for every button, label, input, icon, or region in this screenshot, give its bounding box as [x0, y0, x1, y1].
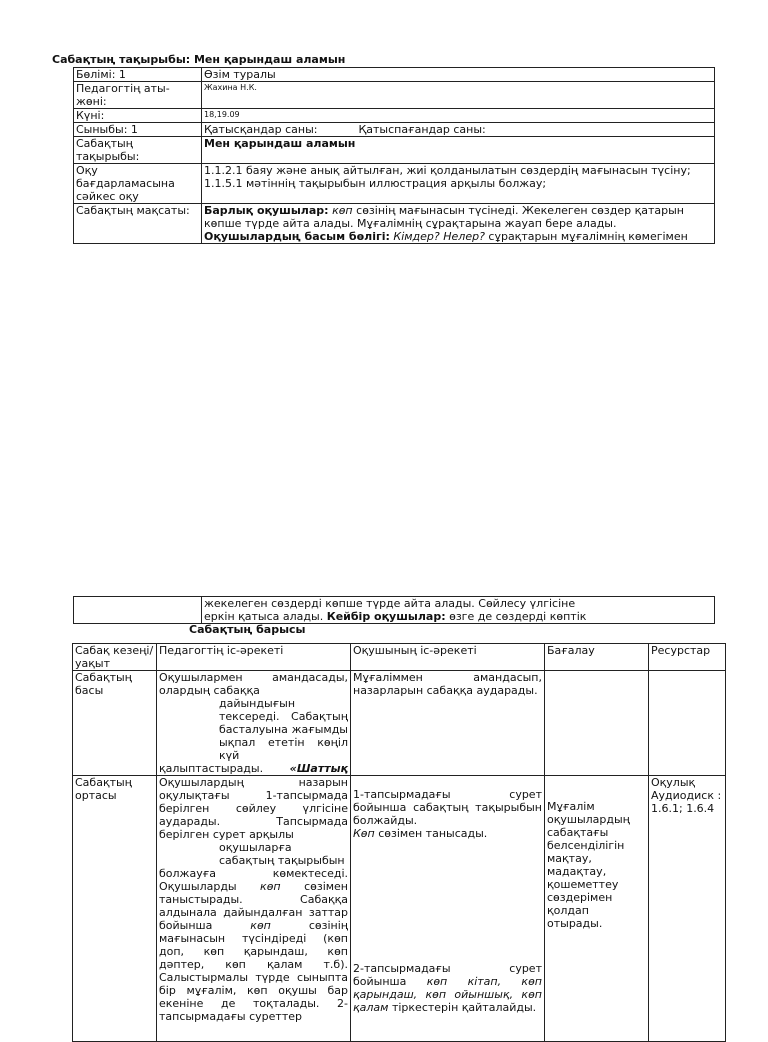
teacher-text: 2-тапсырмадағы суреттер [159, 997, 348, 1023]
assessment-cell [545, 671, 649, 776]
teacher-text: дайындығын тексереді. Сабақтың басталуына жағымды ықпал ететін көңіл күй [219, 697, 348, 762]
empty-cell [74, 597, 202, 624]
topic-value: Мен қарындаш аламын [202, 137, 715, 164]
continuation-text: еркін қатыса алады. [204, 610, 324, 623]
header-student: Оқушының іс-әрекеті [351, 644, 545, 671]
progress-title: Сабақтың барысы [189, 623, 306, 636]
table-row [74, 109, 715, 123]
resources-cell: Оқулық Аудиодиск : 1.6.1; 1.6.4 [649, 776, 726, 1042]
date-label: Күні: [74, 109, 202, 123]
header-assessment: Бағалау [545, 644, 649, 671]
student-text: 2-тапсырмадағы сурет бойынша [353, 962, 542, 988]
absent-count-label: Қатыспағандар саны: [358, 123, 486, 136]
table-row [73, 776, 726, 1042]
teacher-text: сөзінің мағынасын түсіндіреді (көп доп, көп қарындаш, көп дәптер, көп қалам т.б). Салыстырмалы түрде сыныпта бір мұғалім, көп оқушы бар екеніне де тоқталады. [159, 919, 349, 1010]
student-activity-cell: Мұғаліммен амандасып, назарларын сабаққа аударады. [351, 671, 545, 776]
most-students-keyword: Кімдер? Нелер? [393, 230, 485, 243]
teacher-activity-cell [157, 671, 351, 776]
teacher-text: 1-тапсырмада берілген сөйлеу үлгісіне аударады. Тапсырмада берілген сурет арқылы [159, 789, 348, 841]
teacher-text: Оқушылардың назарын оқулықтағы [159, 776, 348, 802]
student-text: тіркестерін қайталайды. [391, 1001, 537, 1014]
continuation-line: жекелеген сөздерді көпше түрде айта алады. Сөйлесу үлгісіне [204, 597, 576, 610]
some-students-label: Кейбір оқушылар: [326, 610, 446, 623]
all-students-keyword: көп [332, 204, 353, 217]
table-row [74, 68, 715, 82]
teacher-keyword: көп [250, 919, 271, 932]
stage-cell: Сабақтың ортасы [73, 776, 157, 1042]
student-text: 1-тапсырмадағы сурет бойынша сабақтың тақырыбын болжайды. [353, 788, 542, 827]
teacher-value: Жахина Н.К. [202, 82, 715, 109]
most-students-label: Оқушылардың басым бөлігі: [204, 230, 390, 243]
curriculum-value: 1.1.2.1 баяу және анық айтылған, жиі қолданылатын сөздердің мағынасын түсіну; 1.1.5.1 мәтіннің тақырыбын иллюстрация арқылы болжау; [202, 164, 715, 204]
topic-label: Сабақтың тақырыбы: [74, 137, 202, 164]
assessment-cell [545, 776, 649, 1042]
table-row [73, 671, 726, 776]
grade-label: Сыныбы: 1 [74, 123, 202, 137]
section-value: Өзім туралы [202, 68, 715, 82]
present-count-label: Қатысқандар саны: [204, 123, 318, 136]
teacher-label: Педагогтің аты-жөні: [74, 82, 202, 109]
teacher-text: оқушыларға сабақтың тақырыбын [219, 841, 345, 867]
goal-label: Сабақтың мақсаты: [74, 204, 202, 244]
student-text: сөзімен танысады. [378, 827, 488, 840]
teacher-text: сөзімен таныстырады. Сабаққа алдынала дайындалған заттар бойынша [159, 880, 349, 932]
teacher-activity-cell [157, 776, 351, 1042]
teacher-text: Оқушылармен амандасады, олардың сабаққа [159, 671, 348, 697]
all-students-label: Барлық оқушылар: [204, 204, 329, 217]
section-label: Бөлімі: 1 [74, 68, 202, 82]
attendance-cell [202, 123, 715, 137]
student-keyword: Көп [353, 827, 375, 840]
lesson-progress-table [72, 643, 726, 1042]
teacher-text: «Шаттық [289, 762, 348, 775]
date-value: 18,19.09 [202, 109, 715, 123]
goal-value [202, 204, 715, 244]
stage-cell: Сабақтың басы [73, 671, 157, 776]
student-keyword: көп кітап, көп қарындаш, көп ойыншық, көп қалам [353, 975, 542, 1014]
student-activity-cell [351, 776, 545, 1042]
curriculum-label: Оқу бағдарламасына сәйкес оқу [74, 164, 202, 204]
assessment-text: Мұғалім оқушылардың сабақтағы белсенділігін мақтау, мадақтау, қошеметтеу сөздерімен қолдап отырады. [547, 800, 630, 930]
table-row [74, 164, 715, 204]
header-teacher: Педагогтің іс-әрекеті [157, 644, 351, 671]
goal-continuation [202, 597, 715, 624]
header-stage: Сабақ кезеңі/уақыт [73, 644, 157, 671]
table-row [74, 597, 715, 624]
table-row [74, 204, 715, 244]
resources-cell [649, 671, 726, 776]
lesson-info-table [73, 67, 715, 244]
table-row [74, 137, 715, 164]
page-title: Сабақтың тақырыбы: Мен қарындаш аламын [52, 53, 346, 66]
most-students-text: сұрақтарын мұғалімнің көмегімен [488, 230, 688, 243]
table-header-row [73, 644, 726, 671]
table-row [74, 82, 715, 109]
some-students-text: өзге де сөздерді көптік [449, 610, 587, 623]
table-row [74, 123, 715, 137]
all-students-text: сөзінің мағынасын түсінеді. Жекелеген сөздер қатарын көпше түрде айта алады. Мұғалімнің сұрақтарына жауап бере алады. [204, 204, 684, 230]
header-resources: Ресурстар [649, 644, 726, 671]
teacher-keyword: көп [260, 880, 281, 893]
teacher-text: болжауға көмектеседі. Оқушыларды [159, 867, 348, 893]
teacher-text: қалыптастырады. [159, 762, 264, 775]
goal-continuation-table [73, 596, 715, 624]
